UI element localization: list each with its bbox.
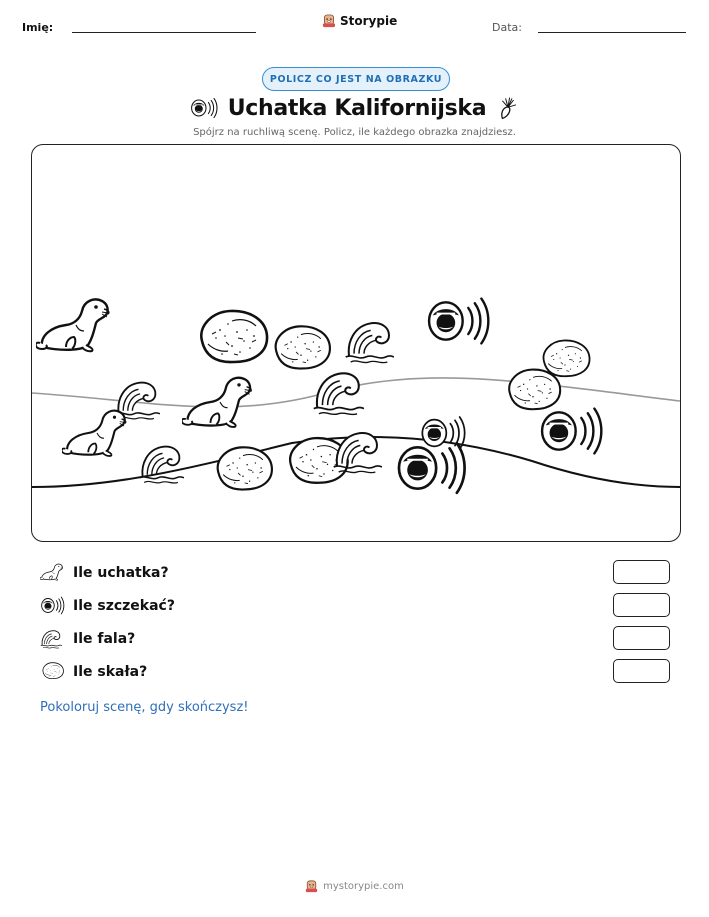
question-text: Ile szczekać?: [73, 598, 175, 614]
storypie-logo-icon: [322, 14, 336, 28]
bark: [429, 299, 488, 344]
name-field[interactable]: [72, 32, 256, 33]
bark-icon: [40, 595, 65, 617]
counting-scene: [31, 144, 681, 542]
date-label: Data:: [492, 21, 522, 34]
activity-badge: POLICZ CO JEST NA OBRAZKU: [262, 67, 450, 91]
name-label: Imię:: [22, 21, 54, 34]
wave: [140, 447, 184, 483]
rock: [201, 311, 267, 362]
question-row-rock: [40, 660, 147, 684]
page-title-text: Uchatka Kalifornijska: [227, 95, 487, 121]
urchin-icon: [496, 95, 520, 121]
question-row-sea-lion: [40, 561, 169, 585]
answer-box-sea-lion[interactable]: [613, 560, 670, 584]
answer-box-rock[interactable]: [613, 659, 670, 683]
wave: [314, 373, 364, 414]
question-row-wave: [40, 627, 135, 651]
sea-lion: [36, 299, 109, 351]
wave: [346, 323, 394, 363]
rock: [509, 370, 560, 410]
coloring-note: Pokoloruj scenę, gdy skończysz!: [40, 700, 249, 715]
date-field[interactable]: [538, 32, 686, 33]
sea-lion: [182, 378, 251, 427]
bark: [399, 443, 465, 493]
brand-name: Storypie: [340, 14, 398, 28]
rock: [218, 447, 272, 489]
bark: [542, 409, 601, 454]
wave-icon: [40, 628, 65, 650]
instructions: Spójrz na ruchliwą scenę. Policz, ile każdego obrazka znajdziesz.: [193, 127, 516, 138]
question-text: Ile fala?: [73, 631, 136, 647]
sea-lion-icon: [40, 562, 65, 584]
question-text: Ile skała?: [73, 664, 148, 680]
storypie-logo-icon: [305, 880, 318, 893]
answer-box-bark[interactable]: [613, 593, 670, 617]
page-title: [180, 91, 530, 125]
rock: [276, 326, 330, 368]
question-row-bark: [40, 594, 175, 618]
answer-box-wave[interactable]: [613, 626, 670, 650]
website-url[interactable]: mystorypie.com: [323, 881, 404, 892]
brand-logo: [322, 14, 397, 28]
sea-lion: [62, 411, 126, 456]
rock-icon: [40, 661, 65, 683]
rock: [544, 340, 590, 376]
bark-icon: [190, 96, 218, 120]
question-text: Ile uchatka?: [73, 565, 169, 581]
website-footer: [0, 880, 709, 893]
wave: [334, 433, 382, 473]
